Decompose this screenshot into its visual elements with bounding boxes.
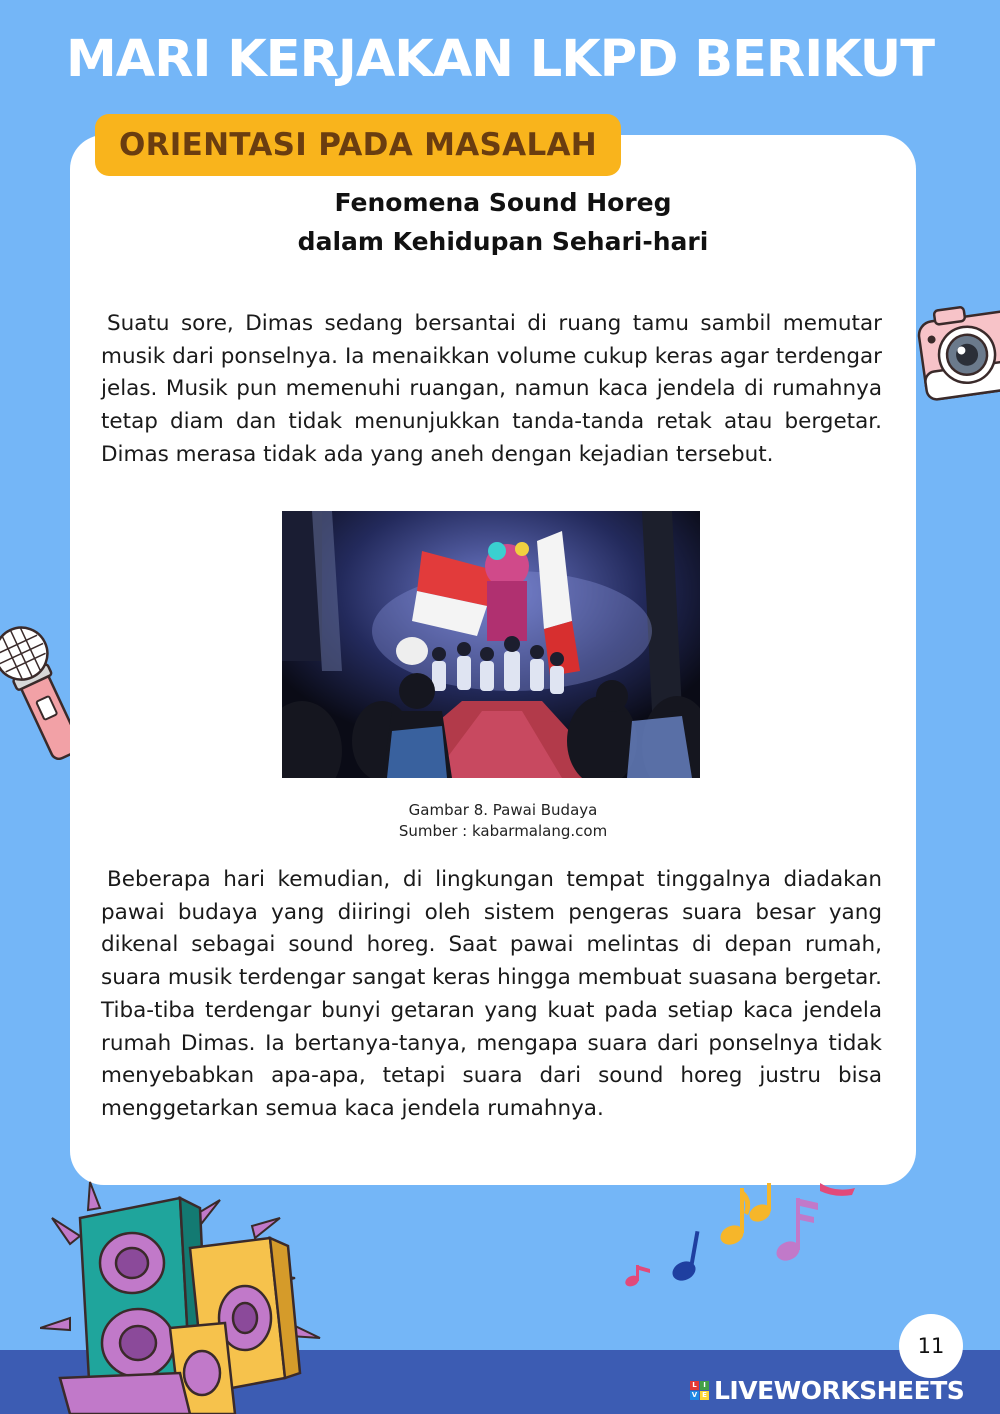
logo-letter-l: L [690,1381,699,1390]
liveworksheets-logo[interactable] [690,1375,964,1405]
article-title-line1: Fenomena Sound Horeg [334,188,672,217]
page-number: 11 [917,1334,945,1358]
figure-caption [70,800,936,842]
parade-photo [282,511,700,778]
paragraph-2: Beberapa hari kemudian, di lingkungan tempat tinggalnya diadakan pawai budaya yang diiringi oleh sistem pengeras suara besar yang dikenal sebagai sound horeg. Saat pawai melintas di depan rumah, suara musik terdengar sangat keras hingga membuat suasana bergetar. Tiba-tiba terdengar bunyi getaran yang kuat pada setiap kaca jendela rumah Dimas. Ia bertanya-tanya, mengapa suara dari ponselnya tidak menyebabkan apa-apa, tetapi suara dari sound horeg justru bisa menggetarkan semua kaca jendela rumahnya. [101,867,882,1121]
speaker-icon [40,1178,340,1414]
liveworksheets-logo-icon [690,1381,709,1400]
microphone-icon [0,625,74,760]
figure-caption-source: Sumber : kabarmalang.com [398,822,608,840]
logo-letter-i: I [700,1381,709,1390]
logo-letter-v: V [691,1390,698,1399]
camera-icon [912,296,1000,414]
section-badge [95,114,621,176]
paragraph-1: Suatu sore, Dimas sedang bersantai di ruang tamu sambil memutar musik dari ponselnya. Ia menaikkan volume cukup keras agar terdengar jelas. Musik pun memenuhi ruangan, namun kaca jendela di rumahnya tetap diam dan tidak menunjukkan tanda-tanda retak atau bergetar. Dimas merasa tidak ada yang aneh dengan kejadian tersebut. [101,311,882,467]
page-number-badge [899,1314,963,1378]
article-title-line2: dalam Kehidupan Sehari-hari [297,227,709,256]
liveworksheets-brand-text: LIVEWORKSHEETS [714,1375,965,1405]
section-badge-label: ORIENTASI PADA MASALAH [118,127,598,163]
logo-letter-e: E [700,1391,709,1400]
article-title [70,183,936,261]
music-notes-icon [620,1183,860,1293]
figure-caption-title: Gambar 8. Pawai Budaya [408,801,598,819]
parade-photo-illustration [282,511,700,778]
page-title: MARI KERJAKAN LKPD BERIKUT [66,30,934,89]
